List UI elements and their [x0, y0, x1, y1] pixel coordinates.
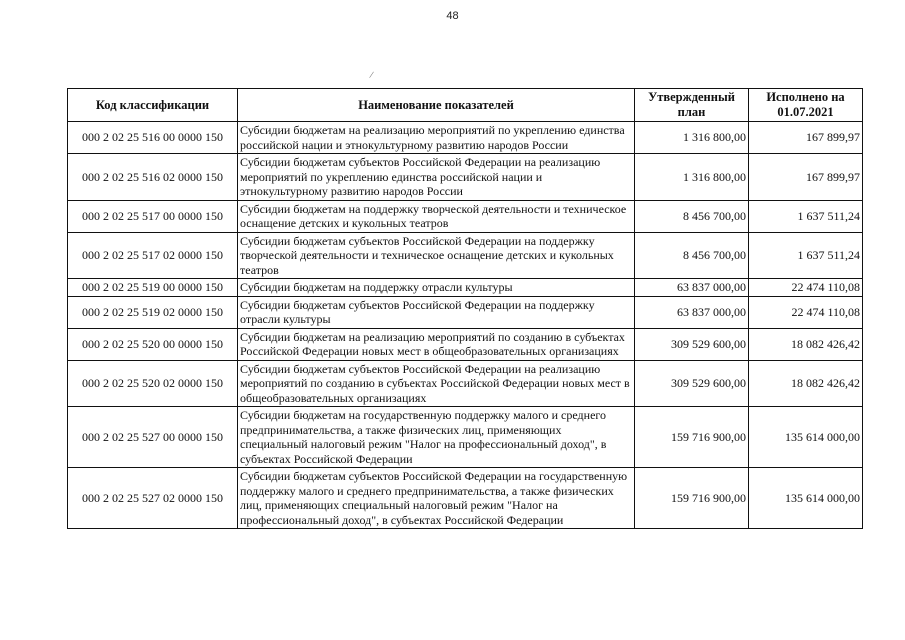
table-header-row	[68, 89, 863, 122]
cell-name: Субсидии бюджетам на реализацию мероприятий по созданию в субъектах Российской Федерации новых мест в общеобразовательных организациях	[238, 328, 635, 360]
cell-code: 000 2 02 25 519 02 0000 150	[68, 296, 238, 328]
table-row	[68, 468, 863, 529]
cell-done: 167 899,97	[749, 122, 863, 154]
cell-done: 1 637 511,24	[749, 200, 863, 232]
cell-done: 135 614 000,00	[749, 407, 863, 468]
cell-plan: 309 529 600,00	[635, 328, 749, 360]
cell-done: 18 082 426,42	[749, 360, 863, 407]
cell-plan: 8 456 700,00	[635, 200, 749, 232]
cell-name: Субсидии бюджетам на государственную поддержку малого и среднего предпринимательства, а также физических лиц, применяющих специальный налоговый режим "Налог на профессиональный доход", в субъектах Российской Федерации	[238, 407, 635, 468]
header-plan: Утвержденный план	[635, 89, 749, 122]
cell-code: 000 2 02 25 516 00 0000 150	[68, 122, 238, 154]
table-row	[68, 279, 863, 297]
cell-name: Субсидии бюджетам субъектов Российской Федерации на поддержку отрасли культуры	[238, 296, 635, 328]
cell-done: 167 899,97	[749, 154, 863, 201]
table-row	[68, 360, 863, 407]
cell-done: 22 474 110,08	[749, 279, 863, 297]
cell-name: Субсидии бюджетам субъектов Российской Федерации на реализацию мероприятий по созданию в субъектах Российской Федерации новых мест в общеобразовательных организациях	[238, 360, 635, 407]
cell-code: 000 2 02 25 517 00 0000 150	[68, 200, 238, 232]
cell-code: 000 2 02 25 519 00 0000 150	[68, 279, 238, 297]
table-row	[68, 154, 863, 201]
cell-plan: 1 316 800,00	[635, 122, 749, 154]
cell-done: 1 637 511,24	[749, 232, 863, 279]
cell-plan: 63 837 000,00	[635, 296, 749, 328]
page-number: 48	[446, 10, 459, 22]
table-row	[68, 122, 863, 154]
header-name: Наименование показателей	[238, 89, 635, 122]
cell-code: 000 2 02 25 520 00 0000 150	[68, 328, 238, 360]
cell-name: Субсидии бюджетам субъектов Российской Федерации на поддержку творческой деятельности и техническое оснащение детских и кукольных театров	[238, 232, 635, 279]
cell-code: 000 2 02 25 516 02 0000 150	[68, 154, 238, 201]
cell-code: 000 2 02 25 517 02 0000 150	[68, 232, 238, 279]
table-row	[68, 407, 863, 468]
cell-name: Субсидии бюджетам субъектов Российской Федерации на реализацию мероприятий по укреплению единства российской нации и этнокультурному развитию народов России	[238, 154, 635, 201]
table-row	[68, 200, 863, 232]
cell-code: 000 2 02 25 527 00 0000 150	[68, 407, 238, 468]
cell-plan: 159 716 900,00	[635, 468, 749, 529]
cell-done: 135 614 000,00	[749, 468, 863, 529]
table-row	[68, 232, 863, 279]
cell-name: Субсидии бюджетам на поддержку творческой деятельности и техническое оснащение детских и кукольных театров	[238, 200, 635, 232]
budget-table	[67, 88, 863, 529]
cell-name: Субсидии бюджетам субъектов Российской Федерации на государственную поддержку малого и среднего предпринимательства, а также физических лиц, применяющих специальный налоговый режим "Налог на профессиональный доход", в субъектах Российской Федерации	[238, 468, 635, 529]
cell-done: 22 474 110,08	[749, 296, 863, 328]
cell-plan: 63 837 000,00	[635, 279, 749, 297]
cell-plan: 1 316 800,00	[635, 154, 749, 201]
cell-plan: 159 716 900,00	[635, 407, 749, 468]
cell-code: 000 2 02 25 520 02 0000 150	[68, 360, 238, 407]
table-row	[68, 328, 863, 360]
header-code: Код классификации	[68, 89, 238, 122]
cell-name: Субсидии бюджетам на поддержку отрасли культуры	[238, 279, 635, 297]
cell-done: 18 082 426,42	[749, 328, 863, 360]
table-row	[68, 296, 863, 328]
cell-code: 000 2 02 25 527 02 0000 150	[68, 468, 238, 529]
cell-plan: 309 529 600,00	[635, 360, 749, 407]
cell-name: Субсидии бюджетам на реализацию мероприятий по укреплению единства российской нации и этнокультурному развитию народов России	[238, 122, 635, 154]
stray-pen-mark: /	[368, 69, 375, 82]
cell-plan: 8 456 700,00	[635, 232, 749, 279]
header-done: Исполнено на 01.07.2021	[749, 89, 863, 122]
